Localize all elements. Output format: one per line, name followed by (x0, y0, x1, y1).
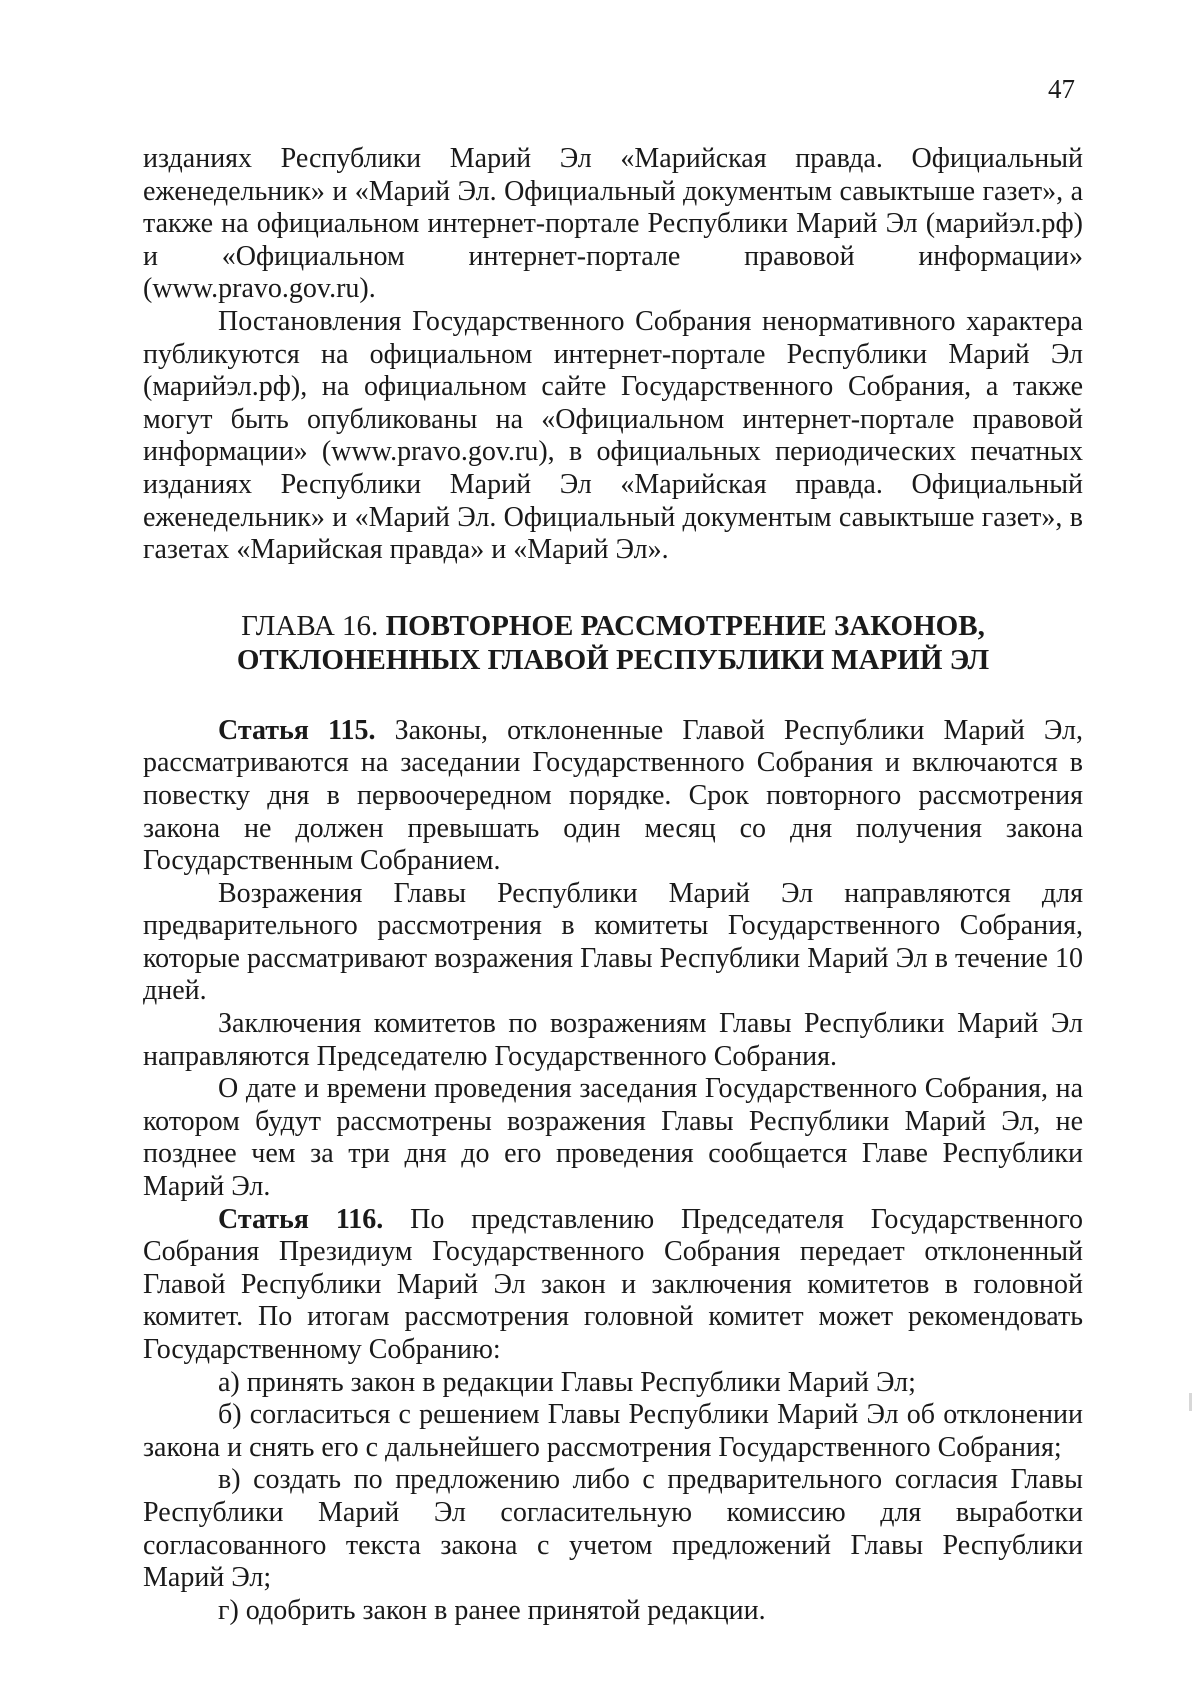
article-116-item-b: б) согласиться с решением Главы Республики Марий Эл об отклонении закона и снять его с дальнейшего рассмотрения Государственного Собрания; (143, 1399, 1083, 1463)
article-115-objections: Возражения Главы Республики Марий Эл направляются для предварительного рассмотрения в комитеты Государственного Собрания, которые рассматривают возражения Главы Республики Марий Эл в течение 10 дней. (143, 877, 1083, 1007)
article-115-conclusions: Заключения комитетов по возражениям Главы Республики Марий Эл направляются Председателю Государственного Собрания. (143, 1008, 1083, 1072)
page-number: 47 (1048, 74, 1075, 104)
chapter-title-line2: ОТКЛОНЕННЫХ ГЛАВОЙ РЕСПУБЛИКИ МАРИЙ ЭЛ (236, 643, 990, 676)
article-116-item-c: в) создать по предложению либо с предварительного согласия Главы Республики Марий Эл согласительную комиссию для выработки согласованного текста закона с учетом предложений Главы Республики Марий Эл; (143, 1464, 1083, 1594)
article-116-text: По представлению Председателя Государственного Собрания Президиум Государственного Собрания передает отклоненный Главой Республики Марий Эл закон и заключения комитетов в головной комитет. По итогам рассмотрения головной комитет может рекомендовать Государственному Собранию: (143, 1203, 1084, 1365)
article-116-item-d: г) одобрить закон в ранее принятой редакции. (218, 1594, 766, 1626)
chapter-heading-line1 (143, 609, 1083, 643)
scan-margin-mark (1189, 1393, 1192, 1411)
paragraph-resolutions-publication: Постановления Государственного Собрания ненормативного характера публикуются на официальном интернет-портале Республики Марий Эл (марийэл.рф), на официальном сайте Государственного Собрания, а также могут быть опубликованы на «Официальном интернет-портале правовой информации» (www.pravo.gov.ru), в официальных периодических печатных изданиях Республики Марий Эл «Марийская правда. Официальный еженедельник» и «Марий Эл. Официальный документым савыктыше газет», в газетах «Марийская правда» и «Марий Эл». (143, 305, 1083, 566)
chapter-title-line1: ПОВТОРНОЕ РАССМОТРЕНИЕ ЗАКОНОВ, (385, 609, 985, 642)
article-115-paragraph (143, 715, 1083, 878)
article-116-item-a: а) принять закон в редакции Главы Республики Марий Эл; (218, 1366, 916, 1398)
paragraph-continuation: изданиях Республики Марий Эл «Марийская правда. Официальный еженедельник» и «Марий Эл. Официальный документым савыктыше газет», а также на официальном интернет-портале Республики Марий Эл (марийэл.рф) и «Официальном интернет-портале правовой информации» (www.pravo.gov.ru). (143, 143, 1083, 305)
chapter-prefix: ГЛАВА 16. (241, 609, 386, 642)
document-body (143, 143, 1083, 1627)
article-116-label: Статья 116. (218, 1203, 384, 1235)
article-115-notification: О дате и времени проведения заседания Государственного Собрания, на котором будут рассмотрены возражения Главы Республики Марий Эл, не позднее чем за три дня до его проведения сообщается Главе Республики Марий Эл. (143, 1073, 1083, 1203)
article-115-text: Законы, отклоненные Главой Республики Марий Эл, рассматриваются на заседании Государственного Собрания и включаются в повестку дня в первоочередном порядке. Срок повторного рассмотрения закона не должен превышать один месяц со дня получения закона Государственным Собранием. (143, 714, 1083, 877)
article-115-label: Статья 115. (218, 714, 376, 746)
article-116-paragraph (143, 1204, 1083, 1367)
chapter-heading (143, 609, 1083, 677)
